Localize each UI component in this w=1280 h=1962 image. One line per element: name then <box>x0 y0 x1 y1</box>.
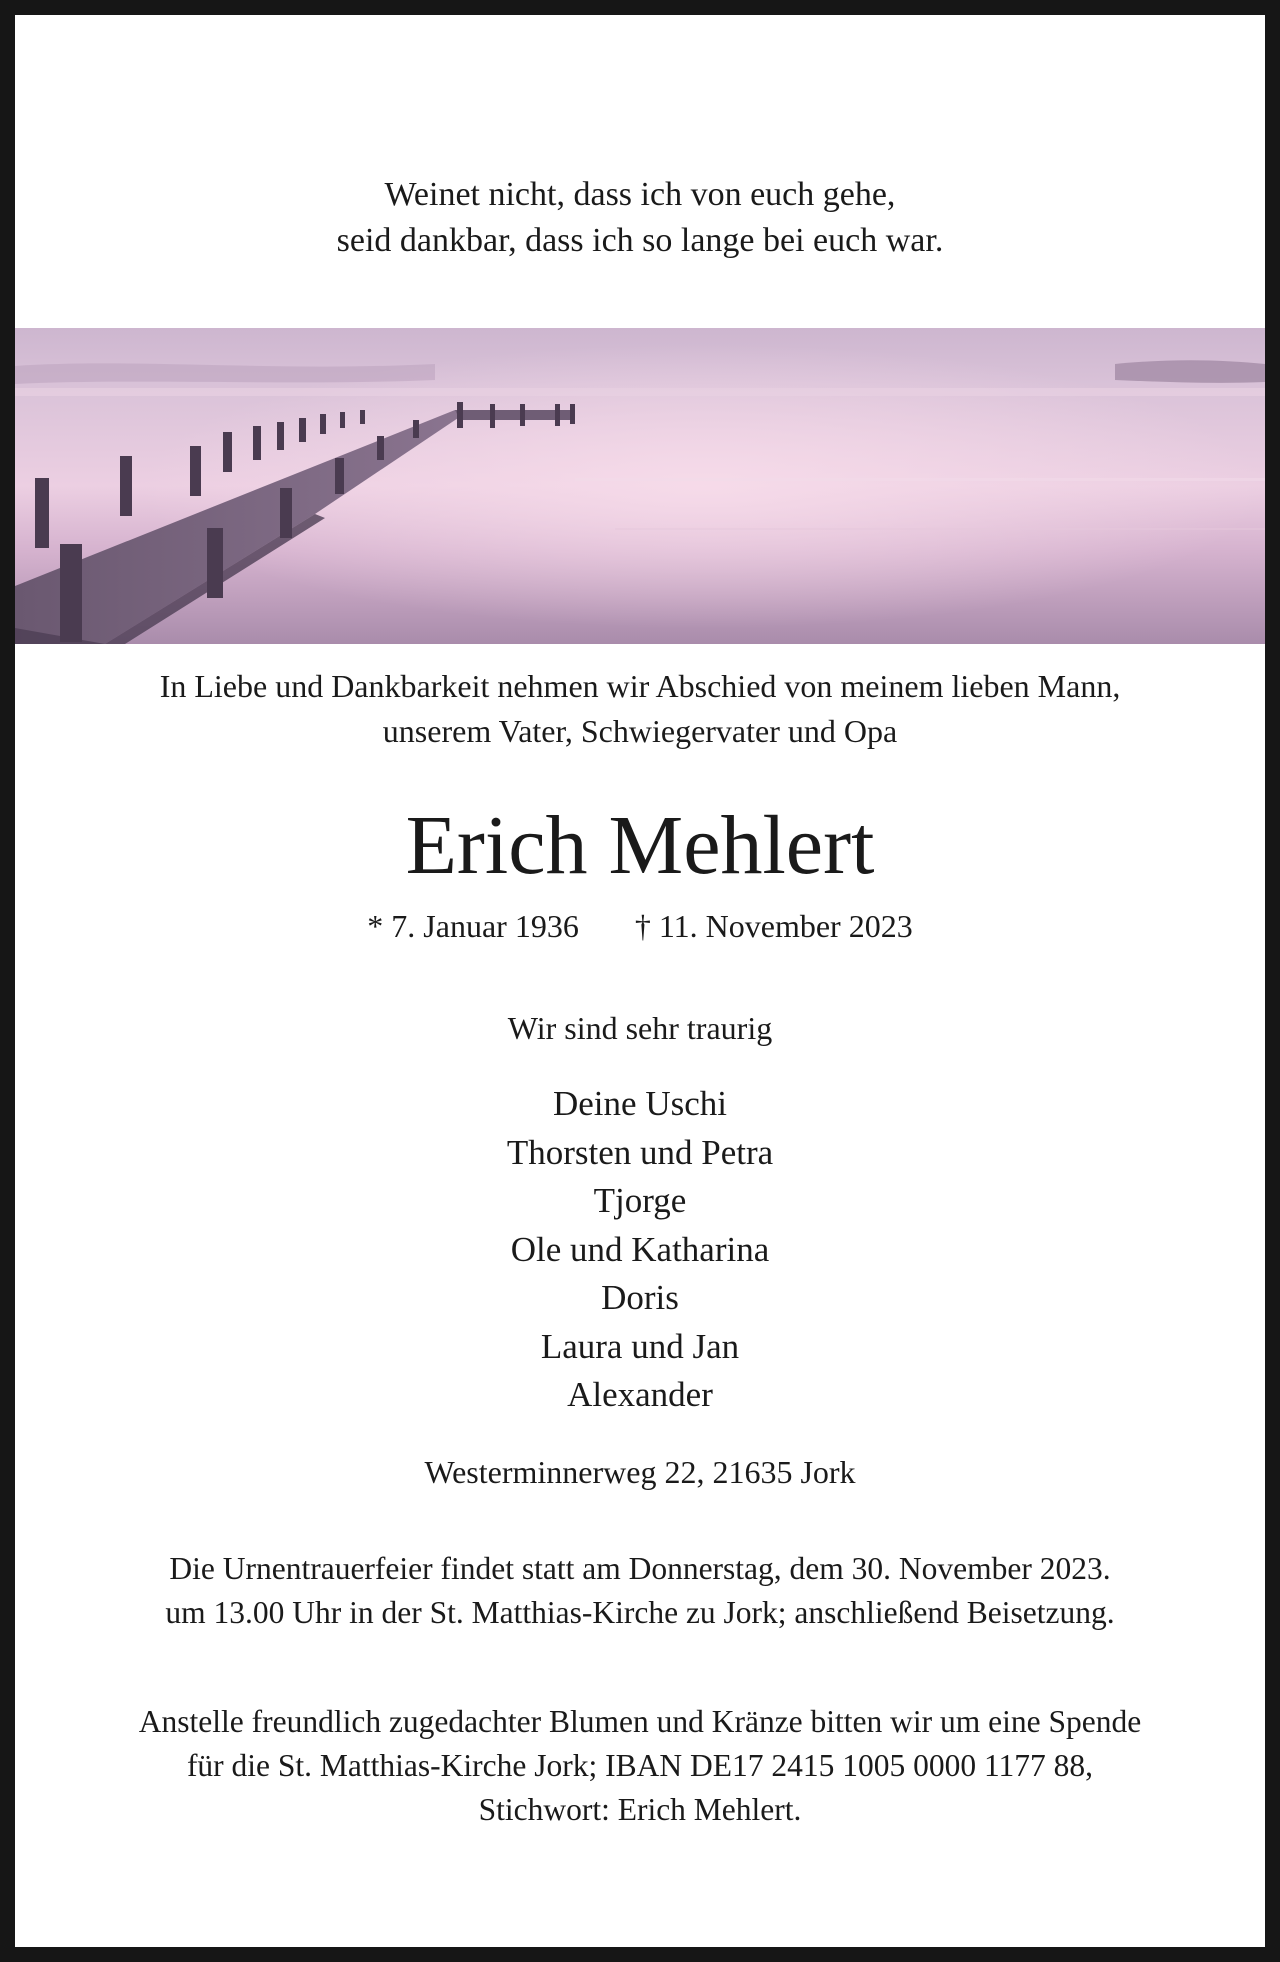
ceremony-line-2: um 13.00 Uhr in der St. Matthias-Kirche zu Jork; anschließend Beisetzung. <box>165 1595 1115 1630</box>
family-member: Ole und Katharina <box>510 1229 770 1269</box>
family-member: Deine Uschi <box>553 1084 727 1123</box>
family-member: Thorsten und Petra <box>506 1132 774 1172</box>
ceremony-details <box>15 1547 1265 1635</box>
birth-date: * 7. Januar 1936 <box>367 908 579 944</box>
lake-jetty-illustration <box>15 328 1265 644</box>
life-dates <box>15 904 1265 948</box>
donation-line-1: Anstelle freundlich zugedachter Blumen und Kränze bitten wir um eine Spende <box>138 1704 1142 1739</box>
farewell-intro <box>15 664 1265 754</box>
family-member: Doris <box>601 1278 679 1317</box>
motto-line-2: seid dankbar, dass ich so lange bei euch war. <box>336 222 944 259</box>
intro-line-1: In Liebe und Dankbarkeit nehmen wir Abschied von meinem lieben Mann, <box>159 668 1121 704</box>
family-member: Alexander <box>567 1375 713 1414</box>
family-member: Tjorge <box>593 1181 687 1220</box>
donation-request <box>15 1700 1265 1832</box>
family-address: Westerminnerweg 22, 21635 Jork <box>424 1454 856 1490</box>
motto-line-1: Weinet nicht, dass ich von euch gehe, <box>384 176 896 213</box>
donation-line-3: Stichwort: Erich Mehlert. <box>478 1792 802 1827</box>
lake-jetty-image <box>15 328 1265 644</box>
deceased-name: Erich Mehlert <box>405 799 875 892</box>
death-date: † 11. November 2023 <box>634 908 913 944</box>
family-list <box>15 1080 1265 1420</box>
ceremony-line-1: Die Urnentrauerfeier findet statt am Donnerstag, dem 30. November 2023. <box>169 1551 1111 1586</box>
intro-line-2: unserem Vater, Schwiegervater und Opa <box>382 713 898 749</box>
motto-verse <box>15 172 1265 264</box>
mourning-line: Wir sind sehr traurig <box>507 1010 773 1046</box>
family-member: Laura und Jan <box>540 1326 740 1366</box>
donation-line-2: für die St. Matthias-Kirche Jork; IBAN DE17 2415 1005 0000 1177 88, <box>186 1748 1094 1783</box>
